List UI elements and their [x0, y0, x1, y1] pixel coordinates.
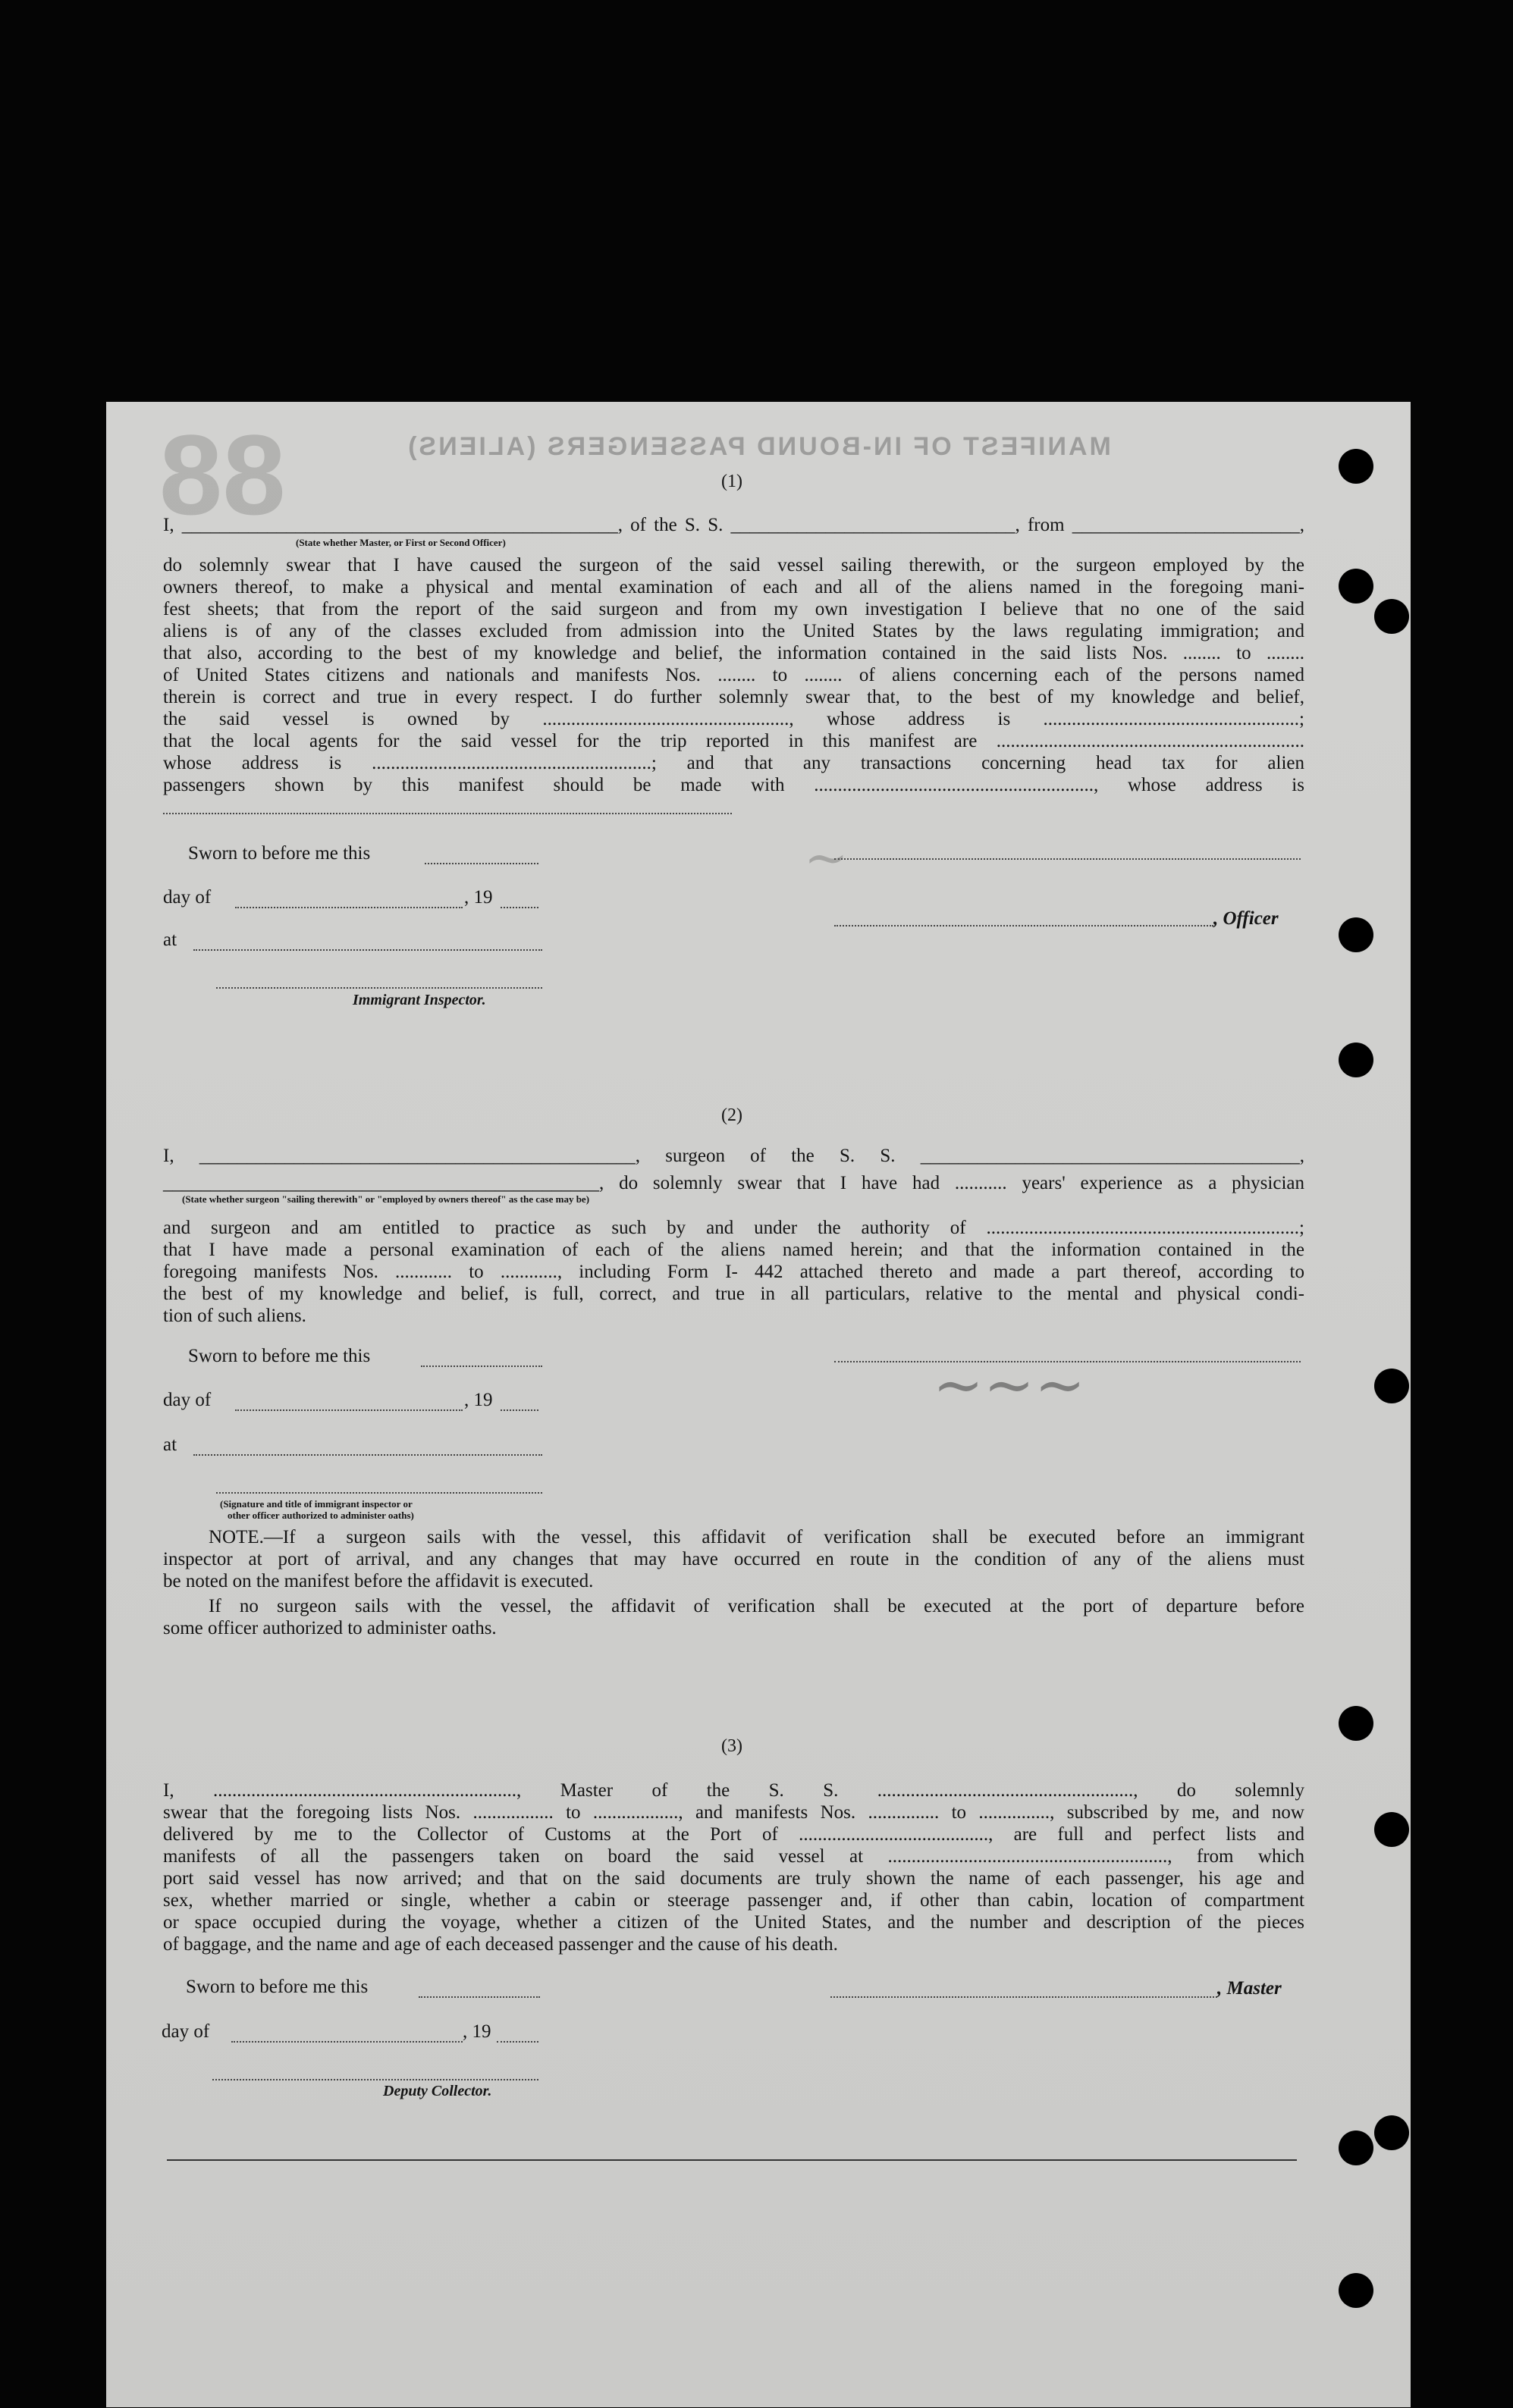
- section-2-line: tion of such aliens.: [163, 1306, 306, 1326]
- inspector-signature-line[interactable]: [216, 987, 542, 989]
- section-2-line: foregoing manifests Nos. ............ to ............, including Form I- 442 attached thereto and made a part thereof, according to: [163, 1262, 1304, 1282]
- deputy-label: Deputy Collector.: [383, 2083, 492, 2099]
- section-1-line: that the local agents for the said vessel for the trip reported in this manifest are .................................................................: [163, 731, 1304, 751]
- surgeon-signature-line[interactable]: [834, 1361, 1301, 1362]
- day-field[interactable]: [235, 907, 463, 908]
- bleed-through-number: 88: [159, 411, 286, 538]
- section-3-line: swear that the foregoing lists Nos. ................. to .................., and manifests Nos. ............... to ..............., subscribed by me, and now: [163, 1802, 1304, 1823]
- section-1-line: passengers shown by this manifest should be made with ..........................................................., whose address is: [163, 775, 1304, 795]
- section-2-line: ______________________________________________, do solemnly swear that I have had ........... years' experience as a physician: [163, 1173, 1304, 1193]
- section-1-line: therein is correct and true in every respect. I do further solemnly swear that, to the best of my knowledge and belief,: [163, 687, 1304, 707]
- note-line: inspector at port of arrival, and any changes that may have occurred en route in the condition of any of the aliens must: [163, 1549, 1304, 1569]
- bleed-through-title: MANIFEST OF IN-BOUND PASSENGERS (ALIENS): [406, 432, 1111, 461]
- section-1-line: I, ______________________________________________, of the S. S. ______________________________, from ________________________,: [163, 515, 1304, 535]
- punch-hole: [1339, 1043, 1373, 1077]
- section-3-line: delivered by me to the Collector of Customs at the Port of ........................................, are full and perfect lists and: [163, 1824, 1304, 1845]
- signature-note: other officer authorized to administer oaths): [228, 1510, 414, 1521]
- section-1-line: whose address is ...........................................................; and that any transactions concerning head tax for alien: [163, 753, 1304, 773]
- year-label: , 19: [463, 2021, 491, 2042]
- section-3-number: (3): [721, 1736, 742, 1756]
- sworn-date-field[interactable]: [421, 1365, 542, 1367]
- note-line: be noted on the manifest before the affidavit is executed.: [163, 1571, 594, 1591]
- sworn-date-field[interactable]: [419, 1996, 540, 1998]
- note-line: NOTE.—If a surgeon sails with the vessel, this affidavit of verification shall be executed before an immigrant: [209, 1527, 1304, 1547]
- master-label: , Master: [1217, 1978, 1282, 1999]
- day-field[interactable]: [231, 2041, 463, 2043]
- master-signature-line[interactable]: [830, 1996, 1217, 1998]
- year-field[interactable]: [501, 907, 538, 908]
- section-1-line: owners thereof, to make a physical and mental examination of each and all of the aliens named in the foregoing mani-: [163, 577, 1304, 597]
- note-line: some officer authorized to administer oaths.: [163, 1618, 497, 1638]
- punch-hole: [1374, 1812, 1409, 1847]
- sworn-label: Sworn to before me this: [186, 1977, 369, 1997]
- section-2-line: I, ______________________________________________, surgeon of the S. S. ________________________________________,: [163, 1146, 1304, 1166]
- handwriting-mark: ~: [804, 826, 849, 889]
- punch-hole: [1374, 2115, 1409, 2150]
- master-note: (State whether Master, or First or Second Officer): [296, 537, 506, 548]
- section-3-line: port said vessel has now arrived; and that on the said documents are truly shown the name of each passenger, his age and: [163, 1868, 1304, 1889]
- punch-hole: [1339, 2131, 1373, 2165]
- day-of-label: day of: [163, 1390, 212, 1410]
- section-3-line: sex, whether married or single, whether a cabin or steerage passenger and, if other than cabin, location of compartment: [163, 1890, 1304, 1911]
- section-2-line: the best of my knowledge and belief, is full, correct, and true in all particulars, relative to the mental and physical condi-: [163, 1284, 1304, 1304]
- at-field[interactable]: [193, 949, 542, 951]
- year-label: , 19: [464, 887, 493, 908]
- section-1-line: fest sheets; that from the report of the said surgeon and from my own investigation I believe that no one of the said: [163, 599, 1304, 619]
- section-3-line: manifests of all the passengers taken on board the said vessel at ..........................................................., from which: [163, 1846, 1304, 1867]
- handwriting-mark: ~~~: [933, 1350, 1086, 1420]
- year-field[interactable]: [497, 2041, 538, 2043]
- officer-signature-line-2[interactable]: [834, 925, 1213, 927]
- note-line: If no surgeon sails with the vessel, the affidavit of verification shall be executed at the port of departure before: [209, 1596, 1304, 1616]
- year-label: , 19: [464, 1390, 493, 1410]
- bottom-rule: [167, 2159, 1297, 2161]
- punch-hole: [1339, 2273, 1373, 2308]
- section-3-line: I, ................................................................, Master of the S. S. ......................................................, do solemnly: [163, 1780, 1304, 1801]
- sworn-label: Sworn to before me this: [188, 843, 371, 864]
- section-1-line: do solemnly swear that I have caused the surgeon of the said vessel sailing therewith, or the surgeon employed by the: [163, 555, 1304, 575]
- punch-hole: [1339, 1706, 1373, 1741]
- section-3-line: of baggage, and the name and age of each deceased passenger and the cause of his death.: [163, 1934, 838, 1955]
- inspector-label: Immigrant Inspector.: [353, 992, 486, 1008]
- section-1-number: (1): [721, 472, 742, 491]
- punch-hole: [1339, 917, 1373, 952]
- punch-hole: [1374, 599, 1409, 634]
- section-3-line: or space occupied during the voyage, whether a citizen of the United States, and the number and description of the pieces: [163, 1912, 1304, 1933]
- at-label: at: [163, 1434, 177, 1455]
- sworn-date-field[interactable]: [425, 863, 538, 864]
- at-field[interactable]: [193, 1454, 542, 1456]
- section-2-line: that I have made a personal examination of each of the aliens named herein; and that the information contained in the: [163, 1240, 1304, 1260]
- section-1-line: that also, according to the best of my knowledge and belief, the information contained in the said lists Nos. ........ to ........: [163, 643, 1304, 663]
- section-1-line: aliens is of any of the classes excluded from admission into the United States by the laws regulating immigration; and: [163, 621, 1304, 641]
- section-1-line: the said vessel is owned by ...................................................., whose address is ......................................................;: [163, 709, 1304, 729]
- section-2-number: (2): [721, 1105, 742, 1125]
- day-field[interactable]: [235, 1409, 463, 1411]
- day-of-label: day of: [163, 887, 212, 908]
- signature-note: (Signature and title of immigrant inspector or: [220, 1498, 413, 1510]
- punch-hole: [1374, 1369, 1409, 1403]
- officer-signature-line-1[interactable]: [834, 858, 1301, 860]
- inspector-signature-line[interactable]: [216, 1492, 542, 1494]
- sworn-label: Sworn to before me this: [188, 1346, 371, 1366]
- section-1-line: of United States citizens and nationals and manifests Nos. ........ to ........ of aliens concerning each of the persons named: [163, 665, 1304, 685]
- at-label: at: [163, 930, 177, 950]
- officer-label: , Officer: [1213, 908, 1279, 929]
- deputy-signature-line[interactable]: [212, 2079, 538, 2080]
- year-field[interactable]: [501, 1409, 538, 1411]
- punch-hole: [1339, 569, 1373, 604]
- section-2-line: and surgeon and am entitled to practice as such by and under the authority of ..................................................................;: [163, 1218, 1304, 1238]
- punch-hole: [1339, 449, 1373, 484]
- day-of-label: day of: [162, 2021, 210, 2042]
- surgeon-note: (State whether surgeon "sailing therewith" or "employed by owners thereof" as the case may be): [182, 1193, 590, 1205]
